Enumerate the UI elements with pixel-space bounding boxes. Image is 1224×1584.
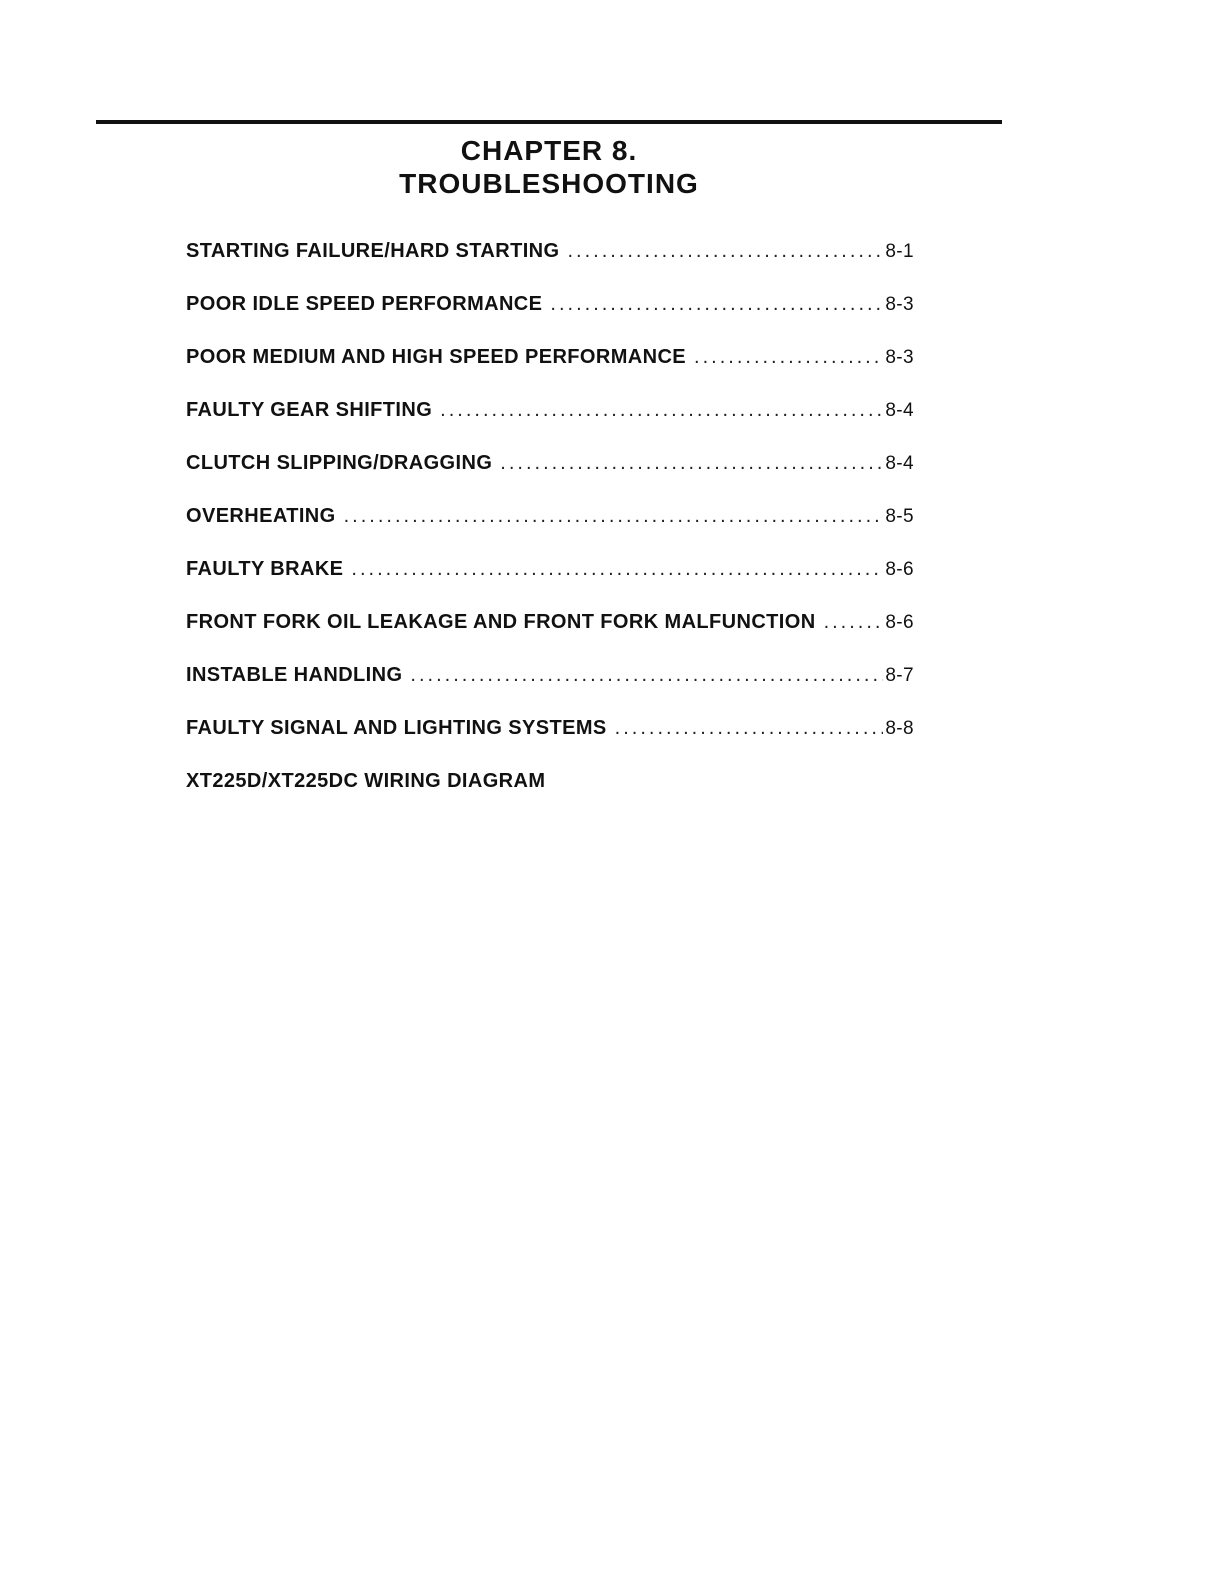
toc-entry-overheating[interactable] [186, 505, 914, 558]
toc-entry-label: OVERHEATING [186, 505, 336, 527]
toc-entry-faulty-gear-shifting[interactable] [186, 399, 914, 452]
table-of-contents [186, 240, 914, 823]
toc-entry-label: FAULTY GEAR SHIFTING [186, 399, 433, 421]
toc-entry-faulty-brake[interactable] [186, 558, 914, 611]
toc-entry-label: FAULTY SIGNAL AND LIGHTING SYSTEMS [186, 717, 607, 739]
toc-entry-label: CLUTCH SLIPPING/DRAGGING [186, 452, 493, 474]
dot-leader [344, 505, 884, 528]
dot-leader [410, 664, 883, 687]
dot-leader [500, 452, 883, 475]
toc-entry-starting-failure[interactable] [186, 240, 914, 293]
toc-entry-page: 8-7 [885, 665, 914, 686]
toc-entry-label: STARTING FAILURE/HARD STARTING [186, 240, 560, 262]
chapter-title: TROUBLESHOOTING [399, 168, 699, 199]
dot-leader [567, 240, 883, 263]
toc-entry-signal-lighting[interactable] [186, 717, 914, 770]
dot-leader [694, 346, 883, 369]
dot-leader [351, 558, 883, 581]
toc-entry-clutch-slipping[interactable] [186, 452, 914, 505]
toc-entry-page: 8-6 [885, 612, 914, 633]
toc-entry-label: FRONT FORK OIL LEAKAGE AND FRONT FORK MALFUNCTION [186, 611, 816, 633]
toc-entry-label: XT225D/XT225DC WIRING DIAGRAM [186, 770, 546, 792]
toc-entry-instable-handling[interactable] [186, 664, 914, 717]
dot-leader [440, 399, 883, 422]
dot-leader [824, 611, 884, 634]
toc-entry-label: INSTABLE HANDLING [186, 664, 403, 686]
toc-entry-page: 8-5 [885, 506, 914, 527]
toc-entry-label: POOR MEDIUM AND HIGH SPEED PERFORMANCE [186, 346, 687, 368]
chapter-heading [96, 134, 1002, 200]
toc-entry-front-fork[interactable] [186, 611, 914, 664]
toc-entry-page: 8-4 [885, 453, 914, 474]
toc-entry-wiring-diagram[interactable] [186, 770, 914, 823]
top-rule [96, 120, 1002, 124]
toc-entry-page: 8-3 [885, 347, 914, 368]
toc-entry-label: FAULTY BRAKE [186, 558, 344, 580]
chapter-number: CHAPTER 8. [460, 135, 638, 166]
toc-entry-page: 8-4 [885, 400, 914, 421]
dot-leader [615, 717, 884, 740]
toc-entry-page: 8-3 [885, 294, 914, 315]
dot-leader [550, 293, 883, 316]
toc-entry-page: 8-6 [885, 559, 914, 580]
toc-entry-poor-medium-high-speed[interactable] [186, 346, 914, 399]
toc-entry-page: 8-1 [885, 241, 914, 262]
toc-entry-poor-idle-speed[interactable] [186, 293, 914, 346]
toc-entry-page: 8-8 [885, 718, 914, 739]
toc-entry-label: POOR IDLE SPEED PERFORMANCE [186, 293, 543, 315]
